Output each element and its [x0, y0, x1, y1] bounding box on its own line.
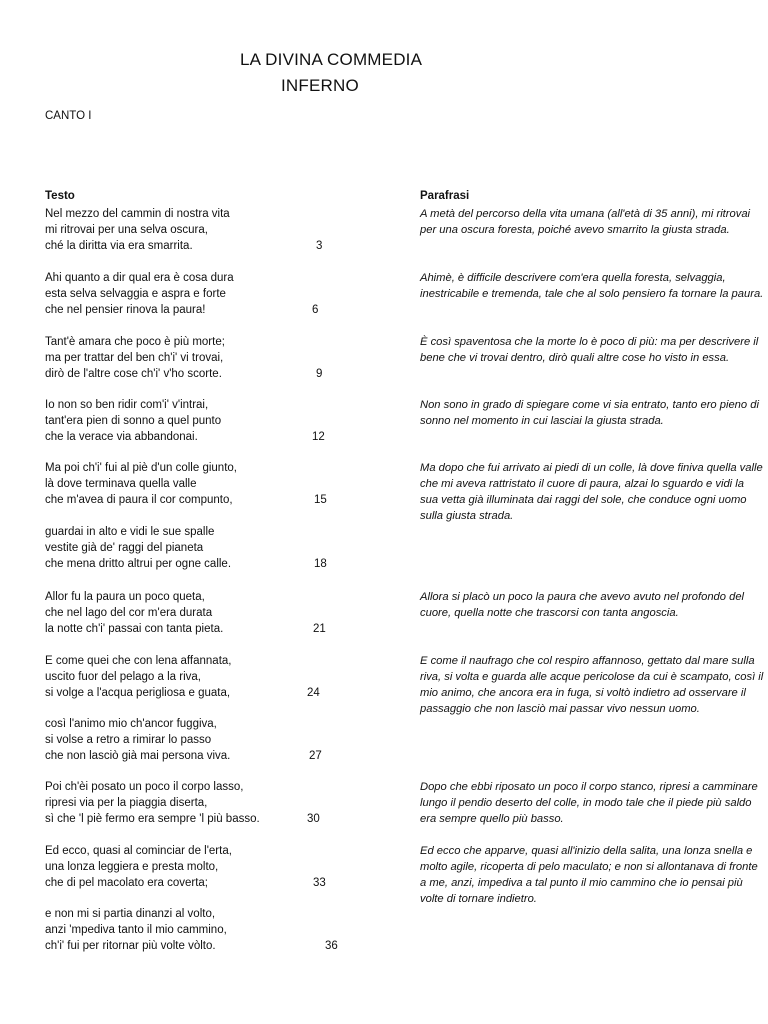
verse-line	[45, 811, 345, 827]
stanza	[45, 653, 345, 701]
verse-text: mi ritrovai per una selva oscura,	[45, 224, 208, 236]
verse-line	[45, 366, 345, 382]
verse-line	[45, 906, 345, 922]
verse-text: si volge a l'acqua perigliosa e guata,	[45, 687, 231, 699]
verse-number: 15	[314, 494, 327, 506]
verse-text: dirò de l'altre cose ch'i' v'ho scorte.	[45, 368, 222, 380]
verse-line	[45, 716, 345, 732]
verse-line	[45, 795, 345, 811]
verse-number: 12	[312, 431, 325, 443]
testo-heading: Testo	[45, 190, 75, 202]
verse-text: Ma poi ch'i' fui al piè d'un colle giunto,	[45, 462, 237, 474]
verse-text: Nel mezzo del cammin di nostra vita	[45, 208, 230, 220]
paraphrase-paragraph: A metà del percorso della vita umana (all'età di 35 anni), mi ritrovai per una oscura foresta, poiché avevo smarrito la giusta strada.	[420, 208, 751, 236]
stanza	[45, 843, 345, 891]
verse-number: 18	[314, 558, 327, 570]
stanza	[45, 206, 345, 254]
verse-line	[45, 621, 345, 637]
verse-text: Allor fu la paura un poco queta,	[45, 591, 205, 603]
verse-text: che mena dritto altrui per ogne calle.	[45, 558, 232, 570]
paraphrase-paragraph: Dopo che ebbi riposato un poco il corpo stanco, ripresi a camminare lungo il pendio deserto del colle, in modo tale che il piede più saldo era sempre quello più basso.	[420, 781, 758, 825]
verse-line	[45, 334, 345, 350]
verse-text: uscito fuor del pelago a la riva,	[45, 671, 201, 683]
verse-line	[45, 779, 345, 795]
verse-line	[45, 875, 345, 891]
verse-number: 6	[312, 304, 319, 316]
document-subtitle: INFERNO	[281, 76, 359, 95]
verse-line	[45, 653, 345, 669]
verse-line	[45, 843, 345, 859]
verse-text: ché la diritta via era smarrita.	[45, 240, 193, 252]
verse-line	[45, 922, 345, 938]
verse-text: che nel lago del cor m'era durata	[45, 607, 213, 619]
verse-text: tant'era pien di sonno a quel punto	[45, 415, 222, 427]
verse-text: Tant'è amara che poco è più morte;	[45, 336, 225, 348]
verse-number: 33	[313, 877, 326, 889]
verse-line	[45, 286, 345, 302]
verse-line	[45, 492, 345, 508]
verse-text: che la verace via abbandonai.	[45, 431, 198, 443]
verse-text: la notte ch'i' passai con tanta pieta.	[45, 623, 224, 635]
verse-text: esta selva selvaggia e aspra e forte	[45, 288, 226, 300]
stanza	[45, 906, 345, 954]
verse-number: 27	[309, 750, 322, 762]
verse-text: e non mi si partia dinanzi al volto,	[45, 908, 216, 920]
verse-text: là dove terminava quella valle	[45, 478, 197, 490]
verse-line	[45, 732, 345, 748]
canto-label: CANTO I	[45, 110, 92, 122]
paraphrase-paragraph: Allora si placò un poco la paura che avevo avuto nel profondo del cuore, quella notte che trascorsi con tanta angoscia.	[420, 591, 745, 619]
verse-line	[45, 540, 345, 556]
verse-text: sì che 'l piè fermo era sempre 'l più basso.	[45, 813, 260, 825]
verse-line	[45, 413, 345, 429]
verse-text: anzi 'mpediva tanto il mio cammino,	[45, 924, 227, 936]
paraphrase-paragraph: È così spaventosa che la morte lo è poco di più: ma per descrivere il bene che vi trovai dentro, dirò quali altre cose ho visto in essa.	[420, 336, 759, 364]
stanza	[45, 270, 345, 318]
parafrasi-heading: Parafrasi	[420, 190, 470, 202]
verse-number: 3	[316, 240, 323, 252]
paraphrase-paragraph: Non sono in grado di spiegare come vi sia entrato, tanto ero pieno di sonno nel momento in cui lasciai la giusta strada.	[420, 399, 759, 427]
verse-text: così l'animo mio ch'ancor fuggiva,	[45, 718, 217, 730]
stanza	[45, 334, 345, 382]
verse-line	[45, 222, 345, 238]
verse-line	[45, 238, 345, 254]
verse-line	[45, 748, 345, 764]
verse-line	[45, 669, 345, 685]
verse-text: Ed ecco, quasi al cominciar de l'erta,	[45, 845, 232, 857]
verse-line	[45, 460, 345, 476]
paraphrase-paragraph: E come il naufrago che col respiro affannoso, gettato dal mare sulla riva, si volta e guarda alle acque pericolose da cui è scampato, così il mio animo, che ancora era in fuga, si voltò indietro ad osservare il passaggio che non lasciò mai passar vivo nessun uomo.	[420, 655, 764, 715]
verse-text: si volse a retro a rimirar lo passo	[45, 734, 212, 746]
verse-line	[45, 589, 345, 605]
verse-text: Poi ch'èi posato un poco il corpo lasso,	[45, 781, 244, 793]
verse-text: che m'avea di paura il cor compunto,	[45, 494, 233, 506]
stanza	[45, 460, 345, 508]
verse-number: 30	[307, 813, 320, 825]
stanza	[45, 589, 345, 637]
verse-line	[45, 270, 345, 286]
verse-number: 21	[313, 623, 326, 635]
paraphrase-paragraph: Ma dopo che fui arrivato ai piedi di un colle, là dove finiva quella valle che mi aveva rattristato il cuore di paura, alzai lo sguardo e vidi la sua vetta già illuminata dai raggi del sole, che conduce ogni uomo sulla giusta strada.	[420, 462, 763, 522]
verse-text: vestite già de' raggi del pianeta	[45, 542, 204, 554]
verse-text: Io non so ben ridir com'i' v'intrai,	[45, 399, 209, 411]
verse-text: una lonza leggiera e presta molto,	[45, 861, 219, 873]
verse-line	[45, 302, 345, 318]
verse-text: ripresi via per la piaggia diserta,	[45, 797, 208, 809]
document-title: LA DIVINA COMMEDIA	[240, 50, 423, 69]
verse-text: che nel pensier rinova la paura!	[45, 304, 206, 316]
verse-number: 36	[325, 940, 338, 952]
paraphrase-paragraph: Ahimè, è difficile descrivere com'era quella foresta, selvaggia, inestricabile e tremenda, tale che al solo pensiero fa tornare la paura.	[420, 272, 764, 300]
verse-line	[45, 476, 345, 492]
verse-text: che di pel macolato era coverta;	[45, 877, 209, 889]
verse-line	[45, 206, 345, 222]
verse-line	[45, 605, 345, 621]
verse-line	[45, 397, 345, 413]
verse-line	[45, 350, 345, 366]
stanza	[45, 524, 345, 572]
verse-text: ch'i' fui per ritornar più volte vòlto.	[45, 940, 216, 952]
verse-line	[45, 685, 345, 701]
verse-line	[45, 859, 345, 875]
verse-line	[45, 556, 345, 572]
verse-text: E come quei che con lena affannata,	[45, 655, 232, 667]
verse-line	[45, 429, 345, 445]
stanza	[45, 779, 345, 827]
verse-number: 9	[316, 368, 323, 380]
verse-number: 24	[307, 687, 320, 699]
stanza	[45, 716, 345, 764]
stanza	[45, 397, 345, 445]
verse-text: Ahi quanto a dir qual era è cosa dura	[45, 272, 234, 284]
verse-line	[45, 938, 345, 954]
verse-text: ma per trattar del ben ch'i' vi trovai,	[45, 352, 224, 364]
verse-text: guardai in alto e vidi le sue spalle	[45, 526, 215, 538]
verse-text: che non lasciò già mai persona viva.	[45, 750, 231, 762]
paraphrase-paragraph: Ed ecco che apparve, quasi all'inizio della salita, una lonza snella e molto agile, ricoperta di pelo maculato; e non si allontanava di fronte a me, anzi, impediva a tal punto il mio cammino che io pensai più volte di tornare indietro.	[420, 845, 758, 905]
verse-line	[45, 524, 345, 540]
